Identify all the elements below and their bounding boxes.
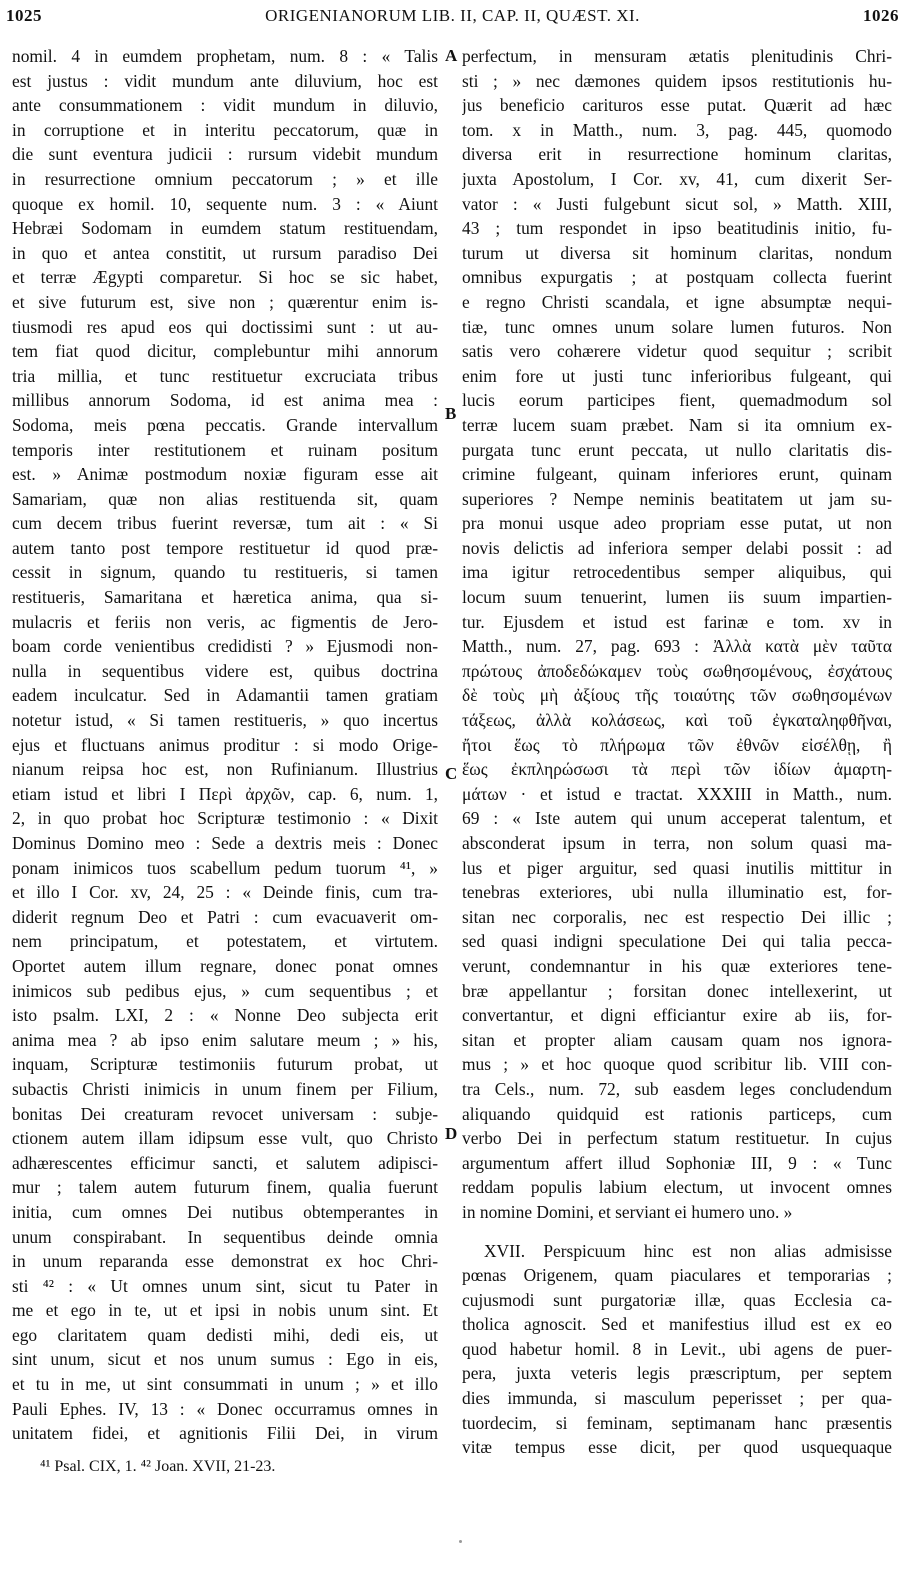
- text-line: aliquando quidquid est rationis particeps, cum: [462, 1103, 892, 1124]
- text-line: juxta Apostolum, I Cor. xv, 41, cum dixerit Ser-: [462, 168, 892, 189]
- text-line: in resurrectione omnium peccatorum ; » et ille: [12, 168, 438, 189]
- text-line: tur. Ejusdem et istud est farinæ e tom. xv in: [462, 611, 892, 632]
- text-line: in unum reparanda esse demonstrat ex hoc Chri-: [12, 1251, 438, 1272]
- text-line: pera, juxta veteris legis præscriptum, per septem: [462, 1363, 892, 1384]
- text-line: mus ; » et hoc quoque quod scribitur lib. VIII con-: [462, 1054, 892, 1075]
- text-line: tra Cels., num. 72, sub easdem leges concludendum: [462, 1078, 892, 1099]
- text-line: unitatem fidei, et agnitionis Filii Dei, in virum: [12, 1423, 438, 1444]
- footnotes: ⁴¹ Psal. CIX, 1. ⁴² Joan. XVII, 21-23.: [40, 1458, 276, 1475]
- text-line: Oportet autem illum regnare, donec ponat omnes: [12, 955, 438, 976]
- text-line: lucis eorum participes fient, quemadmodum sol: [462, 390, 892, 411]
- text-line: Hebræi Sodomam in eumdem statum restituendam,: [12, 218, 438, 239]
- text-line: novis delictis ad inferiora semper delabi possit : ad: [462, 537, 892, 558]
- text-line: reddam populis labium electum, ut invocent omnes: [462, 1177, 892, 1198]
- section-marker-d: D: [445, 1124, 458, 1143]
- text-line: dies immunda, si masculum peperisset ; per qua-: [462, 1388, 892, 1409]
- text-line: quoque ex homil. 10, sequente num. 3 : « Aiunt: [12, 193, 438, 214]
- text-line: vitæ tempus esse dicit, per quod usquequaque: [462, 1437, 892, 1458]
- text-line: et terræ Ægypti comparetur. Si hoc se sic habet,: [12, 267, 438, 288]
- text-line: die sunt eventura judicii : rursum videbit mundum: [12, 144, 438, 165]
- running-title: ORIGENIANORUM LIB. II, CAP. II, QUÆST. XI.: [265, 6, 640, 25]
- text-line: convertantur, et digni efficiantur exire ab iis, for-: [462, 1005, 892, 1026]
- text-line: cessit in signum, quando tu restitueris, si tamen: [12, 562, 438, 583]
- right-column: [462, 44, 892, 1460]
- text-line: sitan et propter aliam causam quam nos ignora-: [462, 1029, 892, 1050]
- text-line: sti ; » nec dæmones quidem ipsos restitutionis hu-: [462, 70, 892, 91]
- text-line: initia, cum omnes Dei nutibus obtemperantes in: [12, 1201, 438, 1222]
- text-line: in corruptione et in interitu peccatorum, quæ in: [12, 119, 438, 140]
- text-line: bonitas Dei creaturam revocet universam : subje-: [12, 1103, 438, 1124]
- text-line: diversa erit in resurrectione hominum claritas,: [462, 144, 892, 165]
- text-line: ponam inimicos tuos scabellum pedum tuorum ⁴¹, »: [12, 857, 438, 878]
- text-line: Pauli Ephes. IV, 13 : « Donec occurramus omnes in: [12, 1398, 438, 1419]
- text-line: vator : « Justi fulgebunt sicut sol, » Matth. XIII,: [462, 193, 892, 214]
- text-line: tom. x in Matth., num. 3, pag. 445, quomodo: [462, 119, 892, 140]
- section-marker-b: B: [445, 404, 457, 423]
- text-line: eadem inculcatur. Sed in Adamantii tamen gratiam: [12, 685, 438, 706]
- text-line: inquam, Scripturæ testimoniis futurum probat, ut: [12, 1054, 438, 1075]
- text-line: nomil. 4 in eumdem prophetam, num. 8 : « Talis: [12, 46, 438, 66]
- text-line: tholica agnoscit. Sed et manifestius illud est ex eo: [462, 1314, 892, 1335]
- text-line: ego claritatem quam dedisti mihi, dedi eis, ut: [12, 1324, 438, 1345]
- text-line: nianum reipsa hoc est, non Rufinianum. Illustrius: [12, 759, 438, 780]
- running-header: [6, 6, 899, 32]
- text-line: mulacris et feriis non veris, ac figmentis de Jero-: [12, 611, 438, 632]
- text-line: ctionem autem illam idipsum esse vult, quo Christo: [12, 1128, 438, 1149]
- text-line: enim fore ut justi tunc inferioribus fulgeant, qui: [462, 365, 892, 386]
- text-line: boam corde venientibus credidisti ? » Ejusmodi non-: [12, 636, 438, 657]
- text-line: Sodoma, meis pœna peccatis. Grande intervallum: [12, 414, 438, 435]
- text-line: verunt, condemnantur in his quæ exteriores tene-: [462, 955, 892, 976]
- text-line: quod habetur homil. 8 in Levit., ubi agens de puer-: [462, 1338, 892, 1359]
- text-line: nulla in sequentibus videre est, quibus doctrina: [12, 660, 438, 681]
- text-line: ἕως ἐκπληρώσωσι τὰ περὶ τῶν ἰδίων ἁμαρτη-: [462, 759, 892, 780]
- page-number-left: 1025: [6, 6, 42, 25]
- text-line: ante consummationem : vidit mundum in diluvio,: [12, 95, 438, 116]
- text-line: sed quasi indigni speculatione Dei qui talia pecca-: [462, 931, 892, 952]
- text-line: isto psalm. LXI, 2 : « Nonne Deo subjecta erit: [12, 1005, 438, 1026]
- text-line: sint unum, sicut et nos unum sumus : Ego in eis,: [12, 1349, 438, 1370]
- text-line: inimicos sub pedibus ejus, » cum sequentibus ; et: [12, 980, 438, 1001]
- text-line: 2, in quo probat hoc Scripturæ testimonio : « Dixit: [12, 808, 438, 829]
- text-line: crimine fulgeant, quinam inferiores erunt, quinam: [462, 464, 892, 485]
- text-line: argumentum affert illud Sophoniæ III, 9 : « Tunc: [462, 1152, 892, 1173]
- text-line: Matth., num. 27, pag. 693 : Ἀλλὰ κατὰ μὲν ταῦτα: [462, 636, 892, 657]
- paragraph-gap: [462, 1225, 892, 1239]
- text-line: unum conspirabant. In sequentibus deinde omnia: [12, 1226, 438, 1247]
- text-line: sti ⁴² : « Ut omnes unum sint, sicut tu Pater in: [12, 1275, 438, 1296]
- text-line: et illo I Cor. xv, 24, 25 : « Deinde finis, cum tra-: [12, 882, 438, 903]
- text-line: sitan nec corporalis, nec est respectio Dei illic ;: [462, 906, 892, 927]
- text-line: τάξεως, ἀλλὰ κολάσεως, καὶ τοῦ ἐγκαταληφθῆναι,: [462, 710, 892, 731]
- text-line: et tu in me, ut sint consummati in unum ; » et illo: [12, 1374, 438, 1395]
- text-line: μάτων · et istud e tractat. XXXIII in Matth., num.: [462, 783, 892, 804]
- text-line: temporis inter restitutionem et ruinam positum: [12, 439, 438, 460]
- section-marker-c: C: [445, 764, 458, 783]
- text-line: etiam istud et libri I Περὶ ἀρχῶν, cap. 6, num. 1,: [12, 783, 438, 804]
- text-line: superiores ? Nempe neminis beatitatem ut jam su-: [462, 488, 892, 509]
- text-line: et sive futurum est, sive non ; quærentur enim is-: [12, 291, 438, 312]
- left-column: [12, 44, 438, 1446]
- text-line: anima mea ? ab ipso enim salutare meum ; » his,: [12, 1029, 438, 1050]
- text-line: satis vero cohærere videtur quod sequitur ; scribit: [462, 341, 892, 362]
- text-line: cujusmodi sunt purgatoriæ illæ, quas Ecclesia ca-: [462, 1289, 892, 1310]
- section-marker-a: A: [445, 46, 458, 65]
- text-line: tuordecim, si feminam, septimanam hanc præsentis: [462, 1412, 892, 1433]
- text-line: bræ appellantur ; forsitan donec intellexerint, ut: [462, 980, 892, 1001]
- text-line: tria millia, et tunc restituetur excruciata tribus: [12, 365, 438, 386]
- text-line: verbo Dei in perfectum statum restituetur. In cujus: [462, 1128, 892, 1149]
- text-line: adhærescentes efficimur sancti, et salutem adipisci-: [12, 1152, 438, 1173]
- text-line: est. » Animæ postmodum noxiæ figuram esse ait: [12, 464, 438, 485]
- text-line: lus et piger arguitur, sed quasi inutilis mittitur in: [462, 857, 892, 878]
- text-line: locum suum tenuerint, lumen iis suum impartien-: [462, 587, 892, 608]
- text-line: XVII. Perspicuum hinc est non alias admisisse: [484, 1240, 892, 1261]
- text-line: 69 : « Iste autem qui unum acceperat talentum, et: [462, 808, 892, 829]
- text-line: tenebras exteriores, ubi nulla illuminatio est, for-: [462, 882, 892, 903]
- text-line: perfectum, in mensuram ætatis plenitudinis Chri-: [462, 46, 892, 66]
- text-line: pra monui usque adeo propriam esse putat, ut non: [462, 513, 892, 534]
- page-number-right: 1026: [863, 6, 899, 25]
- text-line: tiæ, tunc omnes unum solare lumen futuros. Non: [462, 316, 892, 337]
- text-line: tiusmodi res apud eos qui doctissimi sunt : ut au-: [12, 316, 438, 337]
- text-line: nem principatum, et potestatem, et virtutem.: [12, 931, 438, 952]
- text-line: in quo et antea constitit, ut rursum paradiso Dei: [12, 242, 438, 263]
- text-line: cum decem tribus fuerint reversæ, tum ait : « Si: [12, 513, 438, 534]
- text-line: omnibus expurgatis ; at postquam collecta fuerint: [462, 267, 892, 288]
- text-line: subactis Christi inimicis in unum finem per Filium,: [12, 1078, 438, 1099]
- text-line: ἤτοι ἕως τὸ πλήρωμα τῶν ἐθνῶν εἰσέλθῃ, ἢ: [462, 734, 892, 755]
- text-line: e regno Christi scandala, et igne absumptæ nequi-: [462, 291, 892, 312]
- text-line: πρώτους ἀποδεδώκαμεν τοὺς σωθησομένους, ἐσχάτους: [462, 660, 892, 681]
- text-line: jus beneficio carituros esse putat. Quærit ad hæc: [462, 95, 892, 116]
- text-line: in nomine Domini, et serviant ei humero uno. »: [462, 1201, 793, 1222]
- text-line: purgata tunc erunt peccata, ut nullo claritatis dis-: [462, 439, 892, 460]
- text-line: ejus et fluctuans animus proditur : si modo Orige-: [12, 734, 438, 755]
- text-line: turum ut diversa sit hominum claritas, nondum: [462, 242, 892, 263]
- text-line: Dominus Domino meo : Sede a dextris meis : Donec: [12, 833, 438, 853]
- text-line: mur ; talem autem futurum finem, qualia fuerunt: [12, 1177, 438, 1198]
- text-line: autem tanto post tempore restituetur id quod præ-: [12, 537, 438, 558]
- text-line: me et ego in te, ut et ipsi in nobis unum sint. Et: [12, 1300, 438, 1321]
- text-line: millibus annorum Sodoma, id est anima mea :: [12, 390, 438, 411]
- text-line: terræ lucem suam præbet. Nam si ita omnium ex-: [462, 414, 892, 435]
- text-line: diderit regnum Deo et Patri : cum evacuaverit om-: [12, 906, 438, 927]
- text-line: δὲ τοὺς μὴ ἀξίους τῆς τοιαύτης τῶν σωθησομένων: [462, 685, 892, 706]
- text-line: absconderat ipsum in terra, non solum quasi ma-: [462, 833, 892, 853]
- text-line: est justus : vidit mundum ante diluvium, hoc est: [12, 70, 438, 91]
- text-line: Samariam, quæ non alias restituenda sit, quam: [12, 488, 438, 509]
- text-line: restitueris, Samaritana et hæretica anima, qua si-: [12, 587, 438, 608]
- text-line: notetur istud, « Si tamen restitueris, » quo incertus: [12, 710, 438, 731]
- text-line: 43 ; tum respondet in ipso beatitudinis initio, fu-: [462, 218, 892, 239]
- text-line: tem fiat quod dicitur, complebuntur mihi annorum: [12, 341, 438, 362]
- page-mark: [459, 1540, 462, 1543]
- text-line: ima igitur retrocedentibus semper aliquibus, qui: [462, 562, 892, 583]
- text-line: pœnas Origenem, quam piaculares et temporarias ;: [462, 1265, 892, 1286]
